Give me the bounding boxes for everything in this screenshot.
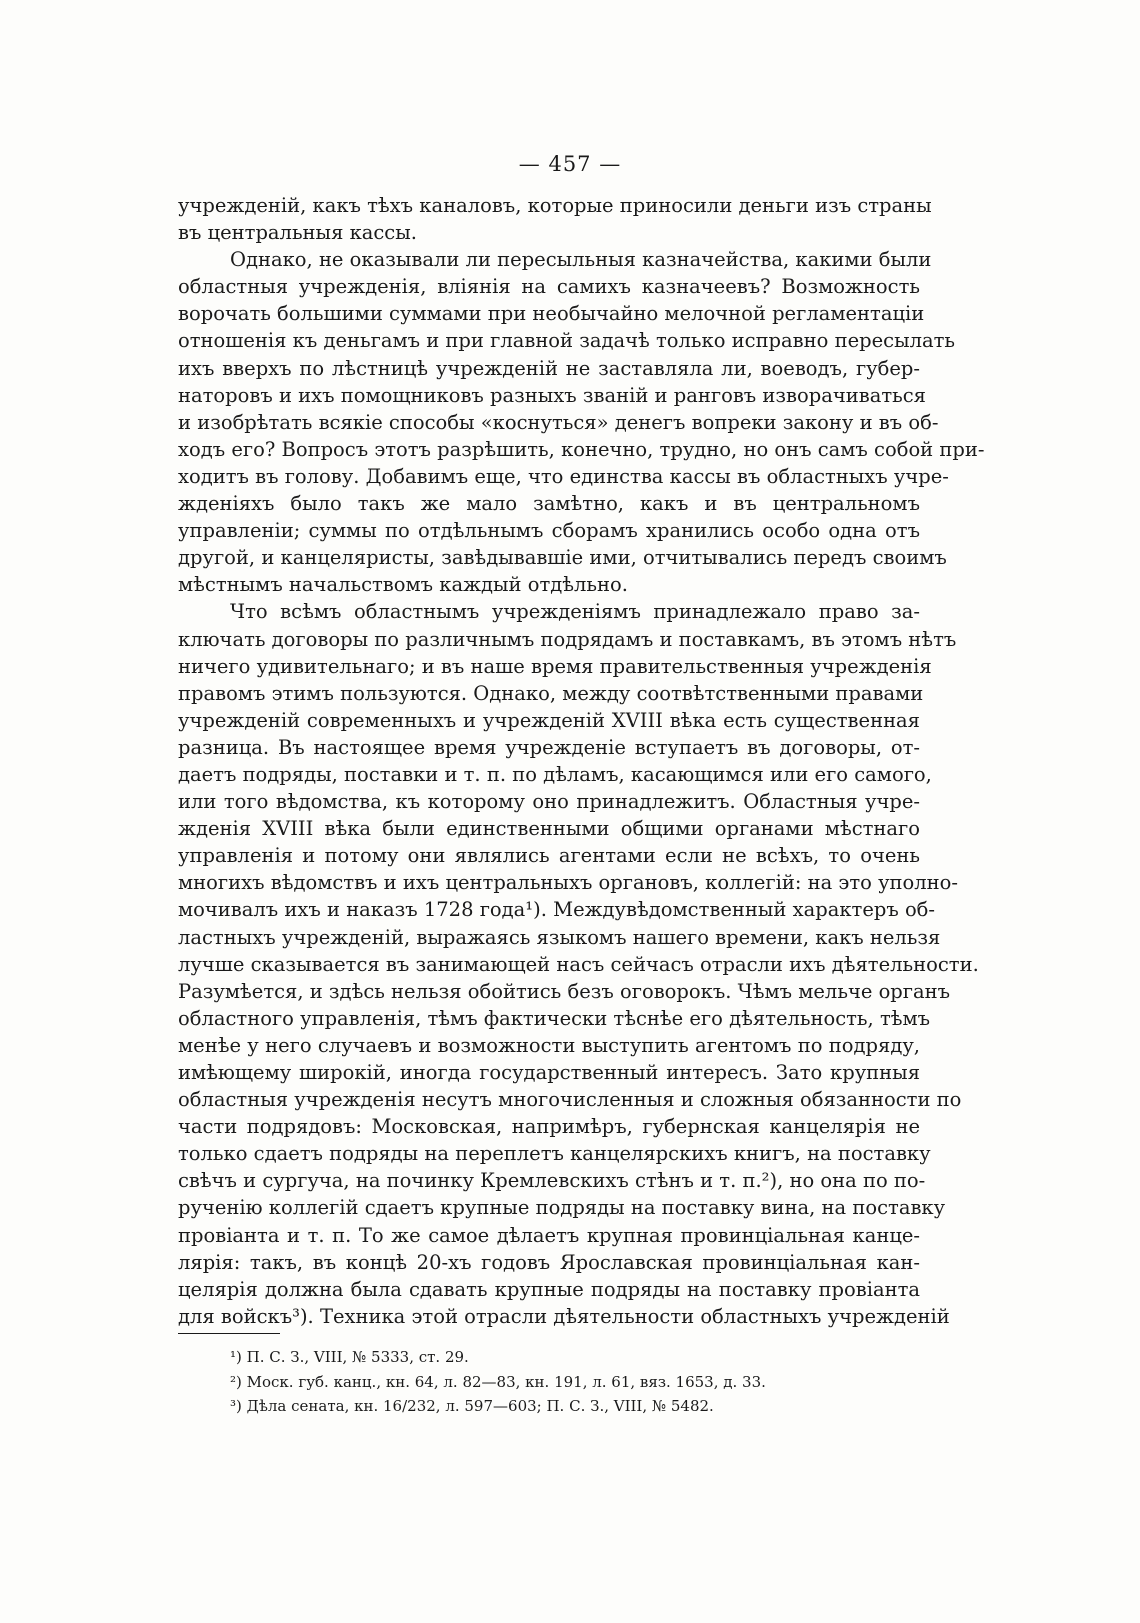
text-line: областного управленія, тѣмъ фактически тѣснѣе его дѣятельность, тѣмъ: [178, 1006, 931, 1030]
text-line: ластныхъ учрежденій, выражаясь языкомъ нашего времени, какъ нельзя: [178, 925, 941, 949]
text-line: жденіяхъ было такъ же мало замѣтно, какъ и въ центральномъ: [178, 492, 920, 516]
text-line: свѣчъ и сургуча, на починку Кремлевскихъ стѣнъ и т. п.²), но она по по-: [178, 1169, 926, 1193]
text-line: отношенія къ деньгамъ и при главной задачѣ только исправно пересылать: [178, 329, 956, 353]
text-line: ничего удивительнаго; и въ наше время правительственныя учрежденія: [178, 654, 932, 678]
text-line: лярія: такъ, въ концѣ 20-хъ годовъ Ярославская провинціальная кан-: [178, 1250, 920, 1274]
text-line: Разумѣется, и здѣсь нельзя обойтись безъ оговорокъ. Чѣмъ мельче органъ: [178, 979, 951, 1003]
text-line: ходъ его? Вопросъ этотъ разрѣшить, конечно, трудно, но онъ самъ собой при-: [178, 437, 985, 461]
text-line: Однако, не оказывали ли пересыльныя казначейства, какими были: [230, 248, 932, 272]
paragraph-3: [178, 598, 979, 1330]
text-line: правомъ этимъ пользуются. Однако, между соотвѣтственными правами: [178, 681, 924, 705]
page-number: — 457 —: [518, 152, 622, 176]
footnote-2: ²) Моск. губ. канц., кн. 64, л. 82—83, кн. 191, л. 61, вяз. 1653, д. 33.: [230, 1372, 766, 1391]
text-line: жденія XVIII вѣка были единственными общими органами мѣстнаго: [178, 817, 920, 841]
text-line: ворочать большими суммами при необычайно мелочной регламентаціи: [178, 302, 925, 326]
footnote-3: ³) Дѣла сената, кн. 16/232, л. 597—603; П. С. З., VIII, № 5482.: [230, 1397, 714, 1415]
text-line: мѣстнымъ начальствомъ каждый отдѣльно.: [178, 573, 628, 597]
paragraph-1: [178, 192, 932, 246]
text-line: и изобрѣтать всякіе способы «коснуться» денегъ вопреки закону и въ об-: [178, 410, 939, 434]
text-line: имѣющему широкій, иногда государственный интересъ. Зато крупныя: [178, 1061, 920, 1084]
text-line: въ центральныя кассы.: [178, 221, 417, 245]
text-line: части подрядовъ: Московская, напримѣръ, губернская канцелярія не: [178, 1115, 920, 1139]
text-line: управленіи; суммы по отдѣльнымъ сборамъ хранились особо одна отъ: [178, 519, 920, 543]
text-line: провіанта и т. п. То же самое дѣлаетъ крупная провинціальная канце-: [178, 1223, 920, 1247]
footnote-separator: [178, 1333, 280, 1334]
text-line: только сдаетъ подряды на переплетъ канцелярскихъ книгъ, на поставку: [178, 1142, 931, 1166]
text-line: многихъ вѣдомствъ и ихъ центральныхъ органовъ, коллегій: на это уполно-: [178, 871, 958, 895]
text-line: разница. Въ настоящее время учрежденіе вступаетъ въ договоры, от-: [178, 735, 920, 759]
text-line: областныя учрежденія несутъ многочисленныя и сложныя обязанности по: [178, 1088, 962, 1112]
text-line: рученію коллегій сдаетъ крупные подряды на поставку вина, на поставку: [178, 1196, 946, 1220]
text-line: управленія и потому они являлись агентами если не всѣхъ, то очень: [178, 844, 920, 868]
text-line: мочивалъ ихъ и наказъ 1728 года¹). Междувѣдомственный характеръ об-: [178, 898, 936, 922]
paragraph-2: [178, 246, 985, 598]
text-line: наторовъ и ихъ помощниковъ разныхъ званій и ранговъ изворачиваться: [178, 383, 926, 407]
text-line: лучше сказывается въ занимающей насъ сейчасъ отрасли ихъ дѣятельности.: [178, 952, 979, 976]
text-line: менѣе у него случаевъ и возможности выступить агентомъ по подряду,: [178, 1033, 920, 1057]
text-line: целярія должна была сдавать крупные подряды на поставку провіанта: [178, 1277, 920, 1301]
text-line: другой, и канцеляристы, завѣдывавшіе ими, отчитывались передъ своимъ: [178, 546, 947, 570]
footnotes: [230, 1345, 870, 1419]
text-line: ходитъ въ голову. Добавимъ еще, что единства кассы въ областныхъ учре-: [178, 464, 949, 488]
footnote-1: ¹) П. С. З., VIII, № 5333, ст. 29.: [230, 1348, 469, 1366]
text-line: ихъ вверхъ по лѣстницѣ учрежденій не заставляла ли, воеводъ, губер-: [178, 356, 920, 380]
text-line: Что всѣмъ областнымъ учрежденіямъ принадлежало право за-: [230, 600, 920, 624]
text-line: или того вѣдомства, къ которому оно принадлежитъ. Областныя учре-: [178, 790, 920, 814]
text-line: областныя учрежденія, вліянія на самихъ казначеевъ? Возможность: [178, 275, 920, 299]
text-line: даетъ подряды, поставки и т. п. по дѣламъ, касающимся или его самого,: [178, 762, 932, 786]
text-line: для войскъ³). Техника этой отрасли дѣятельности областныхъ учрежденій: [178, 1304, 950, 1328]
text-line: учрежденій, какъ тѣхъ каналовъ, которые приносили деньги изъ страны: [178, 194, 932, 217]
main-text: [178, 192, 985, 1330]
text-line: учрежденій современныхъ и учрежденій XVIII вѣка есть существенная: [178, 708, 920, 732]
text-line: ключать договоры по различнымъ подрядамъ и поставкамъ, въ этомъ нѣтъ: [178, 627, 957, 651]
